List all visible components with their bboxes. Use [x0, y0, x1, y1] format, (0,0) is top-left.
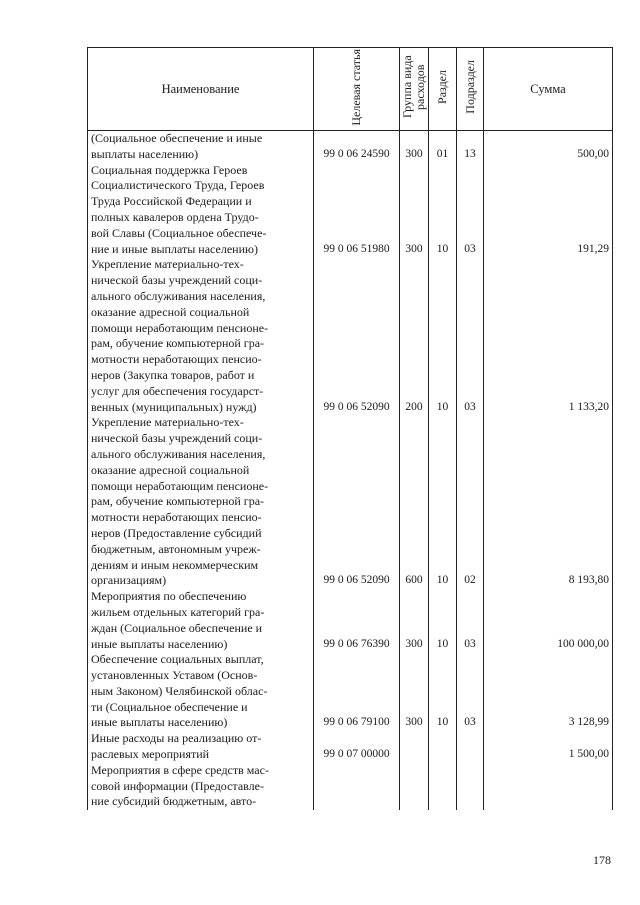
page-number: 178 — [593, 853, 611, 867]
table-row — [88, 415, 613, 589]
row-sum: 191,29 — [484, 163, 613, 258]
row-target-code: 99 0 06 52090 — [314, 415, 400, 589]
row-target-code: 99 0 06 79100 — [314, 652, 400, 731]
row-name: Укрепление материально-тех- нической базы учреждений соци- ального обслуживания населения, оказание адресной социальной помощи неработающим пенсионе- рам, обучение компьютерной гра- мотности неработающих пенсио- неров (Предоставление субсидий бюджетным, автономным учреж- дениям и иным некоммерческим организациям) — [88, 415, 314, 589]
table-row — [88, 731, 613, 763]
row-section: 10 — [429, 589, 457, 652]
row-group: 300 — [400, 131, 429, 163]
row-group — [400, 763, 429, 810]
row-group — [400, 731, 429, 763]
header-name: Наименование — [88, 48, 314, 131]
row-name: Обеспечение социальных выплат, установленных Уставом (Основ- ным Законом) Челябинской облас- ти (Социальное обеспечение и иные выплаты населению) — [88, 652, 314, 731]
row-group: 600 — [400, 415, 429, 589]
header-target: Целевая статья — [314, 48, 400, 131]
row-sum: 1 500,00 — [484, 731, 613, 763]
row-target-code: 99 0 07 00000 — [314, 731, 400, 763]
row-name: Иные расходы на реализацию от- раслевых мероприятий — [88, 731, 314, 763]
row-group: 300 — [400, 163, 429, 258]
row-sum: 1 133,20 — [484, 257, 613, 415]
row-subsection: 03 — [457, 163, 484, 258]
row-section: 10 — [429, 257, 457, 415]
header-sum: Сумма — [484, 48, 613, 131]
row-target-code: 99 0 06 24590 — [314, 131, 400, 163]
row-subsection: 13 — [457, 131, 484, 163]
row-name: Укрепление материально-тех- нической базы учреждений соци- ального обслуживания населения, оказание адресной социальной помощи неработающим пенсионе- рам, обучение компьютерной гра- мотности неработающих пенсио- неров (Закупка товаров, работ и услуг для обеспечения государст- венных (муниципальных) нужд) — [88, 257, 314, 415]
row-sum — [484, 763, 613, 810]
row-section: 10 — [429, 415, 457, 589]
row-subsection — [457, 731, 484, 763]
table-row — [88, 131, 613, 163]
header-subsection: Подраздел — [457, 48, 484, 131]
row-group: 300 — [400, 652, 429, 731]
row-name: Социальная поддержка Героев Социалистического Труда, Героев Труда Российской Федерации и полных кавалеров ордена Трудо- вой Славы (Социальное обеспече- ние и иные выплаты населению) — [88, 163, 314, 258]
table-header-row — [88, 48, 613, 131]
row-name: (Социальное обеспечение и иные выплаты населению) — [88, 131, 314, 163]
row-subsection — [457, 763, 484, 810]
table-row — [88, 763, 613, 810]
table-row — [88, 257, 613, 415]
row-sum: 500,00 — [484, 131, 613, 163]
row-sum: 100 000,00 — [484, 589, 613, 652]
row-target-code: 99 0 06 52090 — [314, 257, 400, 415]
row-name: Мероприятия в сфере средств мас- совой информации (Предоставле- ние субсидий бюджетным, авто- — [88, 763, 314, 810]
row-name: Мероприятия по обеспечению жильем отдельных категорий гра- ждан (Социальное обеспечение и иные выплаты населению) — [88, 589, 314, 652]
row-section — [429, 763, 457, 810]
table-row — [88, 163, 613, 258]
header-section: Раздел — [429, 48, 457, 131]
row-subsection: 03 — [457, 652, 484, 731]
row-sum: 3 128,99 — [484, 652, 613, 731]
row-target-code: 99 0 06 51980 — [314, 163, 400, 258]
row-section — [429, 731, 457, 763]
table-row — [88, 589, 613, 652]
table-row — [88, 652, 613, 731]
row-target-code — [314, 763, 400, 810]
row-group: 300 — [400, 589, 429, 652]
row-section: 10 — [429, 652, 457, 731]
row-sum: 8 193,80 — [484, 415, 613, 589]
row-subsection: 03 — [457, 589, 484, 652]
row-subsection: 03 — [457, 257, 484, 415]
budget-table — [87, 47, 613, 810]
row-subsection: 02 — [457, 415, 484, 589]
row-section: 01 — [429, 131, 457, 163]
header-group: Группа вида расходов — [400, 48, 429, 131]
row-section: 10 — [429, 163, 457, 258]
row-target-code: 99 0 06 76390 — [314, 589, 400, 652]
row-group: 200 — [400, 257, 429, 415]
